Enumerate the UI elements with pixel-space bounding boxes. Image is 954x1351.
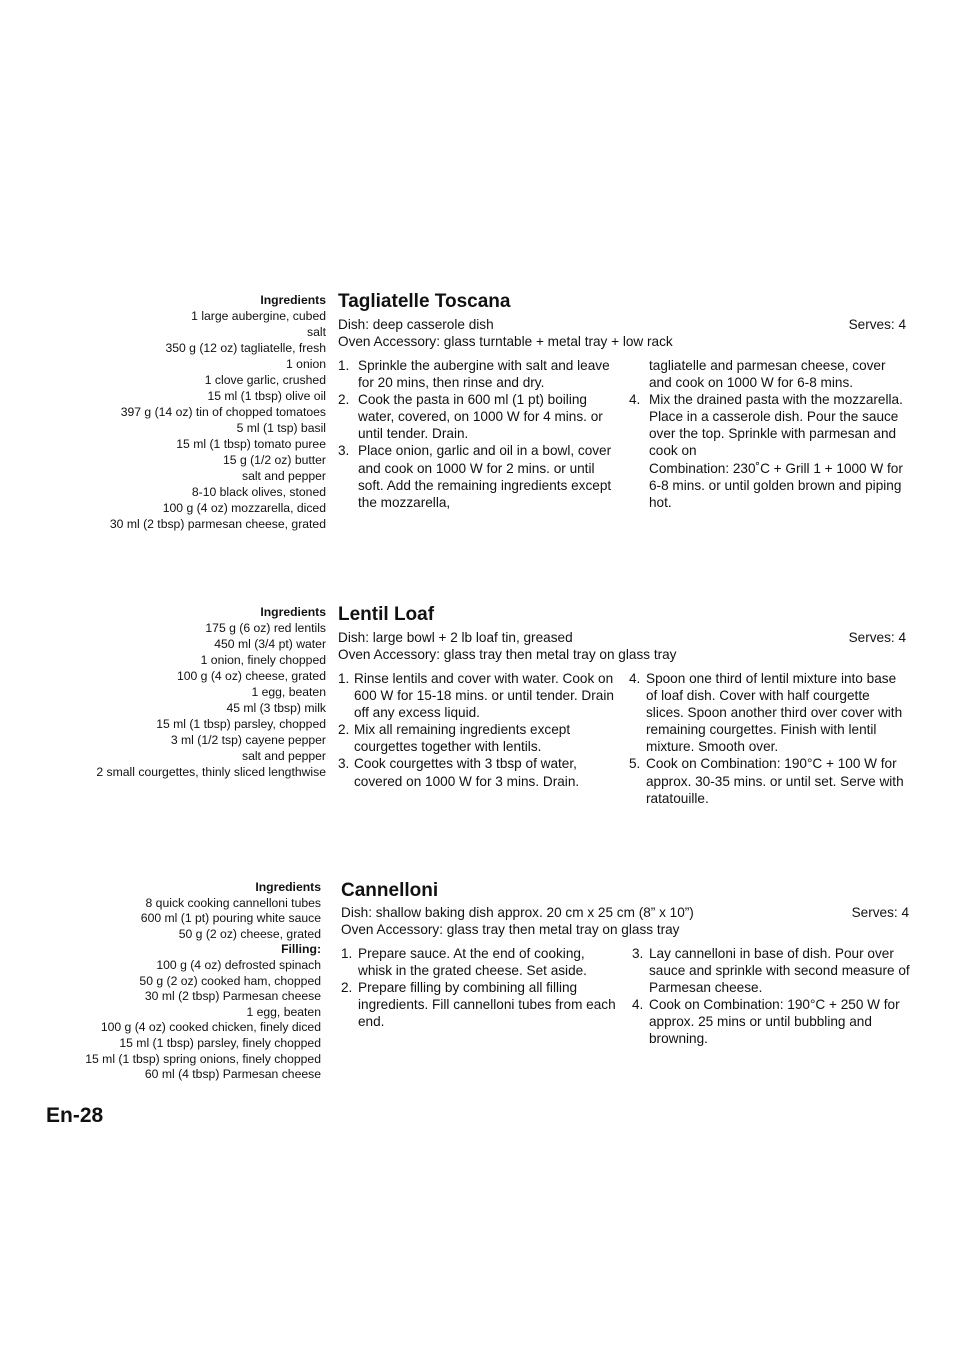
method-step: 1. Sprinkle the aubergine with salt and leave for 20 mins, then rinse and dry. (338, 358, 610, 391)
method-step: 4. Cook on Combination: 190°C + 250 W for approx. 25 mins or until bubbling and browning. (632, 997, 900, 1047)
ingredient-item: 15 ml (1 tbsp) parsley, finely chopped (119, 1035, 321, 1050)
method-step: 2. Prepare filling by combining all filling ingredients. Fill cannelloni tubes from each end. (341, 980, 616, 1030)
ingredient-item: 397 g (14 oz) tin of chopped tomatoes (120, 405, 326, 419)
method-step: 4. Mix the drained pasta with the mozzarella. Place in a casserole dish. Pour the sauce over the top. Sprinkle with parmesan and cook on (629, 392, 903, 459)
method-column-left (338, 670, 620, 790)
recipe-title: Cannelloni (341, 880, 439, 901)
recipe-dish: Dish: shallow baking dish approx. 20 cm x 25 cm (8” x 10”) (341, 905, 694, 920)
method-column-left (338, 357, 616, 511)
ingredient-item: 1 egg, beaten (246, 1004, 321, 1019)
method-step: 3. Place onion, garlic and oil in a bowl, cover and cook on 1000 W for 2 mins. or until soft. Add the remaining ingredients except the mozzarella, (338, 443, 612, 510)
recipe-dish: Dish: large bowl + 2 lb loaf tin, greased (338, 630, 573, 645)
ingredients-list-tagliatelle (60, 292, 326, 532)
ingredients-list-cannelloni (40, 880, 321, 1083)
ingredient-item: 350 g (12 oz) tagliatelle, fresh (165, 341, 326, 355)
recipe-accessory: Oven Accessory: glass tray then metal tray on glass tray (341, 922, 680, 937)
ingredient-item: 175 g (6 oz) red lentils (205, 621, 326, 635)
ingredient-item: 5 ml (1 tsp) basil (236, 421, 326, 435)
ingredient-item: 45 ml (3 tbsp) milk (226, 701, 326, 715)
ingredient-item: 1 onion (286, 357, 326, 371)
method-step: 3. Cook courgettes with 3 tbsp of water, covered on 1000 W for 3 mins. Drain. (338, 756, 580, 789)
method-step: 1. Prepare sauce. At the end of cooking, whisk in the grated cheese. Set aside. (341, 946, 587, 979)
method-step: 3. Lay cannelloni in base of dish. Pour over sauce and sprinkle with second measure of Parmesan cheese. (632, 946, 910, 996)
ingredient-item: 15 ml (1 tbsp) tomato puree (176, 437, 326, 451)
recipe-accessory: Oven Accessory: glass tray then metal tray on glass tray (338, 647, 677, 662)
method-step-continued: Combination: 230˚C + Grill 1 + 1000 W for 6-8 mins. or until golden brown and piping hot. (649, 460, 903, 510)
filling-heading: Filling: (281, 942, 321, 957)
ingredient-item: 100 g (4 oz) cooked chicken, finely diced (100, 1020, 321, 1035)
ingredient-item: 1 large aubergine, cubed (191, 309, 326, 323)
ingredient-item: 15 ml (1 tbsp) olive oil (207, 389, 326, 403)
ingredients-heading: Ingredients (260, 293, 326, 307)
method-step: 1. Rinse lentils and cover with water. Cook on 600 W for 15-18 mins. or until tender. Drain off any excess liquid. (338, 671, 614, 721)
ingredients-heading: Ingredients (255, 880, 321, 894)
method-step: 5. Cook on Combination: 190°C + 100 W for approx. 30-35 mins. or until set. Serve with ratatouille. (629, 756, 904, 806)
method-column-left (341, 945, 621, 1030)
recipe-serves: Serves: 4 (848, 630, 906, 645)
ingredient-item: 3 ml (1/2 tsp) cayene pepper (170, 733, 326, 747)
ingredient-item: 1 onion, finely chopped (200, 653, 326, 667)
ingredient-item: 1 egg, beaten (251, 685, 326, 699)
ingredient-item: salt (307, 325, 326, 339)
ingredient-item: salt and pepper (241, 469, 326, 483)
method-column-right (629, 670, 909, 807)
ingredient-item: 60 ml (4 tbsp) Parmesan cheese (144, 1067, 321, 1082)
ingredient-item: 15 g (1/2 oz) butter (223, 453, 326, 467)
ingredient-item: 50 g (2 oz) cooked ham, chopped (139, 973, 321, 988)
ingredient-item: salt and pepper (241, 749, 326, 763)
ingredient-item: 2 small courgettes, thinly sliced lengthwise (96, 765, 326, 779)
recipe-title: Tagliatelle Toscana (338, 291, 511, 312)
recipe-title: Lentil Loaf (338, 604, 435, 625)
ingredient-item: 100 g (4 oz) mozzarella, diced (162, 501, 326, 515)
method-column-right (632, 945, 910, 1048)
ingredient-item: 100 g (4 oz) cheese, grated (176, 669, 326, 683)
ingredient-item: 450 ml (3/4 pt) water (214, 637, 326, 651)
method-step: 2. Cook the pasta in 600 ml (1 pt) boiling water, covered, on 1000 W for 4 mins. or until tender. Drain. (338, 392, 603, 442)
ingredients-heading: Ingredients (260, 605, 326, 619)
recipe-serves: Serves: 4 (848, 317, 906, 332)
ingredient-item: 1 clove garlic, crushed (204, 373, 326, 387)
method-column-right (629, 357, 909, 511)
ingredient-item: 100 g (4 oz) defrosted spinach (156, 957, 321, 972)
ingredients-list-lentil-loaf (40, 604, 326, 780)
page-number: En-28 (46, 1104, 104, 1127)
recipe-serves: Serves: 4 (851, 905, 909, 920)
recipe-dish: Dish: deep casserole dish (338, 317, 494, 332)
method-step: 4. Spoon one third of lentil mixture into base of loaf dish. Cover with half courgette slices. Spoon another third over cover with remaining courgettes. Finish with lentil mixture. Smooth over. (629, 671, 903, 755)
ingredient-item: 15 ml (1 tbsp) parsley, chopped (156, 717, 326, 731)
ingredient-item: 30 ml (2 tbsp) parmesan cheese, grated (109, 517, 326, 531)
ingredient-item: 15 ml (1 tbsp) spring onions, finely chopped (85, 1051, 321, 1066)
ingredient-item: 8 quick cooking cannelloni tubes (145, 895, 321, 910)
ingredient-item: 50 g (2 oz) cheese, grated (178, 926, 321, 941)
method-step-continued: tagliatelle and parmesan cheese, cover and cook on 1000 W for 6-8 mins. (649, 358, 886, 391)
ingredient-item: 30 ml (2 tbsp) Parmesan cheese (144, 989, 321, 1004)
ingredient-item: 600 ml (1 pt) pouring white sauce (140, 911, 321, 926)
method-step: 2. Mix all remaining ingredients except courgettes together with lentils. (338, 722, 571, 755)
ingredient-item: 8-10 black olives, stoned (191, 485, 326, 499)
recipe-accessory: Oven Accessory: glass turntable + metal tray + low rack (338, 334, 673, 349)
